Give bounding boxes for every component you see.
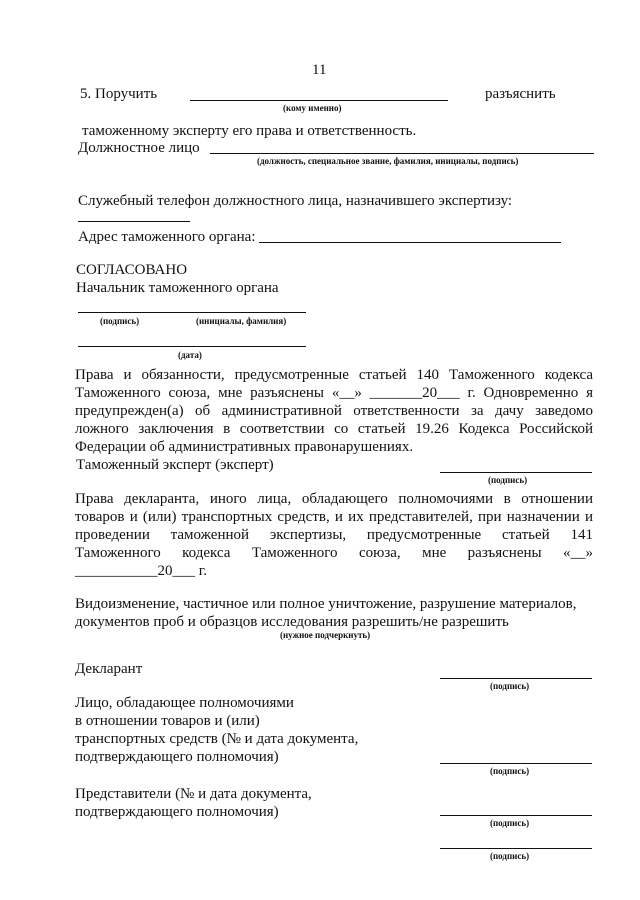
modification-line-1: Видоизменение, частичное или полное уничтожение, разрушение материалов,: [75, 596, 577, 612]
authorized-signature-caption: (подпись): [490, 766, 530, 776]
expert-signature-caption: (подпись): [488, 475, 528, 485]
authorized-line-3: транспортных средств (№ и дата документа,: [75, 731, 359, 747]
declarant-label: Декларант: [75, 661, 143, 677]
modification-caption: (нужное подчеркнуть): [280, 630, 371, 640]
authorized-line-4: подтверждающего полномочия): [75, 749, 279, 765]
approved-chief: Начальник таможенного органа: [76, 280, 279, 296]
rights-declarant-line-2: товаров и (или) транспортных средств, и их представителей, при назначении и: [75, 509, 593, 525]
declarant-signature-caption: (подпись): [490, 681, 530, 691]
rights-expert-signer: Таможенный эксперт (эксперт): [76, 457, 274, 473]
section5-caption: (кому именно): [283, 103, 342, 113]
official-caption: (должность, специальное звание, фамилия, инициалы, подпись): [257, 156, 519, 166]
approved-date-line: [78, 346, 306, 347]
modification-line-2: документов проб и образцов исследования разрешить/не разрешить: [75, 614, 509, 630]
approved-caption-date: (дата): [178, 350, 202, 360]
rights-declarant-line-5: ___________20___ г.: [75, 563, 207, 579]
section5-left: 5. Поручить: [80, 86, 158, 102]
phone-label: Служебный телефон должностного лица, назначившего экспертизу:: [78, 193, 513, 209]
approved-caption-signature: (подпись): [100, 316, 140, 326]
representatives-signature-caption-1: (подпись): [490, 818, 530, 828]
section5-whom-line: [190, 100, 448, 101]
phone-line: [78, 221, 190, 222]
authorized-line-1: Лицо, обладающее полномочиями: [75, 695, 294, 711]
representatives-signature-line-2: [440, 848, 592, 849]
representatives-signature-caption-2: (подпись): [490, 851, 530, 861]
authorized-signature-line: [440, 763, 592, 764]
representatives-line-2: подтверждающего полномочия): [75, 804, 279, 820]
rights-declarant-line-1: Права декларанта, иного лица, обладающего полномочиями в отношении: [75, 491, 593, 507]
expert-signature-line: [440, 472, 592, 473]
approved-signature-line: [78, 312, 306, 313]
representatives-line-1: Представители (№ и дата документа,: [75, 786, 312, 802]
section5-continuation: таможенному эксперту его права и ответственность.: [82, 123, 417, 139]
rights-expert-line-3: предупрежден(а) об административной ответственности за дачу заведомо: [75, 403, 593, 419]
official-line: [210, 153, 594, 154]
declarant-signature-line: [440, 678, 592, 679]
official-label: Должностное лицо: [78, 140, 200, 156]
approved-heading: СОГЛАСОВАНО: [76, 262, 188, 278]
rights-expert-line-2: Таможенного союза, мне разъяснены «__» _______20___ г. Одновременно я: [75, 385, 593, 401]
section5-right: разъяснить: [485, 86, 556, 102]
rights-expert-line-1: Права и обязанности, предусмотренные статьей 140 Таможенного кодекса: [75, 367, 593, 383]
rights-expert-line-5: Федерации об административных правонарушениях.: [75, 439, 414, 455]
rights-declarant-line-3: проведении таможенной экспертизы, предусмотренные статьей 141: [75, 527, 593, 543]
authorized-line-2: в отношении товаров и (или): [75, 713, 260, 729]
rights-declarant-line-4: Таможенного кодекса Таможенного союза, мне разъяснены «__»: [75, 545, 593, 561]
approved-caption-initials: (инициалы, фамилия): [196, 316, 287, 326]
representatives-signature-line-1: [440, 815, 592, 816]
address-line: [259, 242, 561, 243]
rights-expert-line-4: ложного заключения в соответствии со статьей 19.26 Кодекса Российской: [75, 421, 593, 437]
address-label: Адрес таможенного органа:: [78, 229, 256, 245]
page-number: 11: [312, 62, 327, 78]
